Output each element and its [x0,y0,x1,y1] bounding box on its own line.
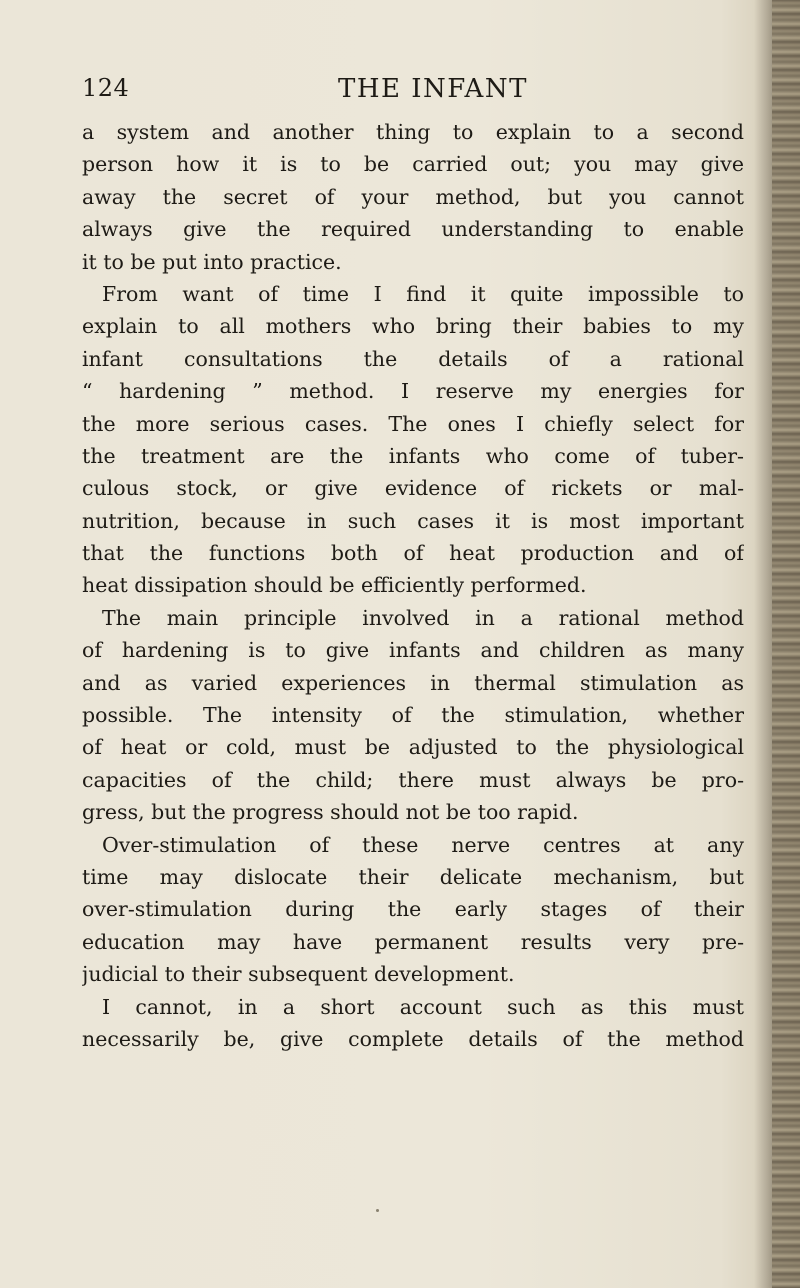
text-line: Over-stimulation of these nerve centres at any [102,832,744,857]
text-line: always give the required understanding to enable [82,217,744,242]
page-edge-shadow [754,0,772,1288]
text-line: it to be put into practice. [82,249,342,274]
page-number: 124 [82,74,130,102]
text-line: over-stimulation during the early stages of their [82,897,744,922]
text-line: “ hardening ” method. I reserve my energies for [82,379,744,404]
text-line: education may have permanent results very pre- [82,929,744,954]
text-line: the treatment are the infants who come of tuber- [82,443,744,468]
text-line: nutrition, because in such cases it is most important [82,508,744,533]
paper-speck [376,1209,379,1212]
text-line: heat dissipation should be efficiently performed. [82,573,587,598]
running-head [82,74,742,110]
text-line: the more serious cases. The ones I chiefly select for [82,411,744,436]
text-line: and as varied experiences in thermal stimulation as [82,670,744,695]
text-line: necessarily be, give complete details of the method [82,1026,744,1051]
text-line: culous stock, or give evidence of rickets or mal- [82,476,744,501]
text-line: away the secret of your method, but you cannot [82,184,744,209]
text-line: From want of time I find it quite impossible to [102,281,744,306]
text-line: explain to all mothers who bring their babies to my [82,314,744,339]
text-line: judicial to their subsequent development. [82,962,515,987]
text-line: of heat or cold, must be adjusted to the physiological [82,735,744,760]
text-line: infant consultations the details of a rational [82,346,744,371]
text-line: of hardening is to give infants and children as many [82,638,744,663]
text-line: that the functions both of heat production and of [82,541,744,566]
text-line: a system and another thing to explain to a second [82,120,744,144]
running-title: THE INFANT [338,74,528,104]
text-line: person how it is to be carried out; you may give [82,152,744,177]
text-line: possible. The intensity of the stimulation, whether [82,703,744,728]
body-text [82,116,744,1055]
text-line: The main principle involved in a rational method [102,605,744,630]
text-line: capacities of the child; there must always be pro- [82,767,744,792]
page-edge [772,0,800,1288]
text-line: gress, but the progress should not be too rapid. [82,800,579,825]
text-line: I cannot, in a short account such as this must [102,994,744,1019]
text-line: time may dislocate their delicate mechanism, but [82,864,744,889]
